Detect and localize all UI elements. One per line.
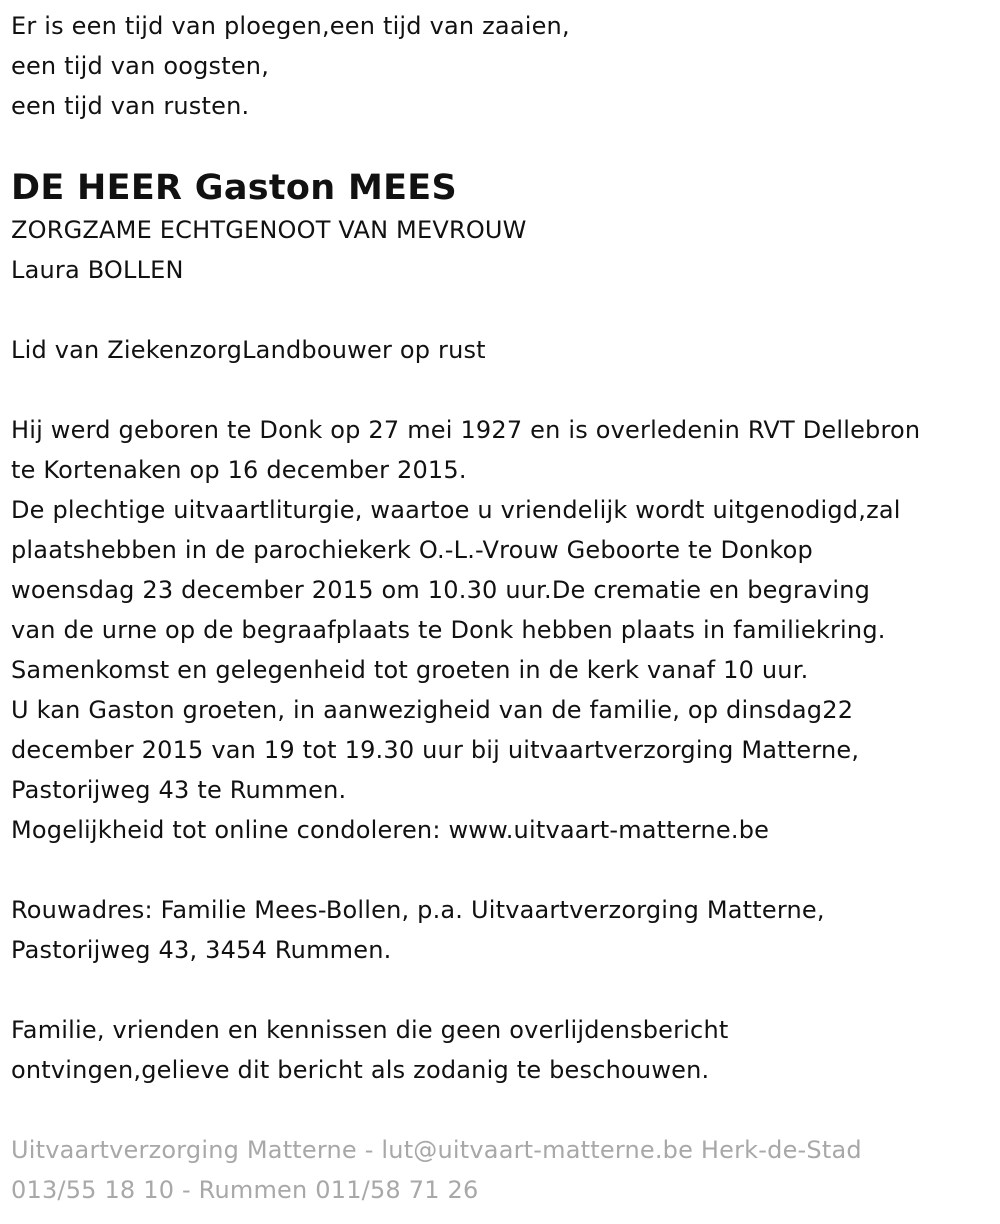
body-line: december 2015 van 19 tot 19.30 uur bij uitvaartverzorging Matterne, [11, 736, 860, 764]
poem-line: een tijd van rusten. [11, 92, 250, 120]
footer-line: Uitvaartverzorging Matterne - lut@uitvaart-matterne.be Herk-de-Stad [11, 1136, 862, 1164]
deceased-name: DE HEER Gaston MEES [11, 168, 458, 208]
notice-line: ontvingen,gelieve dit bericht als zodanig te beschouwen. [11, 1056, 710, 1084]
body-line: Pastorijweg 43 te Rummen. [11, 776, 347, 804]
notice-statement [11, 1010, 1000, 1090]
body-line: van de urne op de begraafplaats te Donk hebben plaats in familiekring. [11, 616, 886, 644]
spouse-name: Laura BOLLEN [11, 256, 184, 284]
address-line: Rouwadres: Familie Mees-Bollen, p.a. Uitvaartverzorging Matterne, [11, 896, 825, 924]
poem [11, 6, 1000, 126]
footer-line: 013/55 18 10 - Rummen 011/58 71 26 [11, 1176, 479, 1204]
body-line: Samenkomst en gelegenheid tot groeten in de kerk vanaf 10 uur. [11, 656, 809, 684]
notice-body [11, 410, 1000, 850]
online-condolence-line: Mogelijkheid tot online condoleren: www.uitvaart-matterne.be [11, 816, 770, 844]
poem-line: een tijd van oogsten, [11, 52, 270, 80]
body-line: woensdag 23 december 2015 om 10.30 uur.De crematie en begraving [11, 576, 871, 604]
funeral-home-footer [11, 1130, 1000, 1210]
address-line: Pastorijweg 43, 3454 Rummen. [11, 936, 392, 964]
body-line: De plechtige uitvaartliturgie, waartoe u vriendelijk wordt uitgenodigd,zal [11, 496, 901, 524]
body-line: plaatshebben in de parochiekerk O.-L.-Vrouw Geboorte te Donkop [11, 536, 813, 564]
poem-line: Er is een tijd van ploegen,een tijd van zaaien, [11, 12, 570, 40]
body-line: te Kortenaken op 16 december 2015. [11, 456, 467, 484]
body-line: U kan Gaston groeten, in aanwezigheid van de familie, op dinsdag22 [11, 696, 854, 724]
mourning-address [11, 890, 1000, 970]
body-line: Hij werd geboren te Donk op 27 mei 1927 en is overledenin RVT Dellebron [11, 416, 921, 444]
membership: Lid van ZiekenzorgLandbouwer op rust [11, 336, 486, 364]
spouse-line: ZORGZAME ECHTGENOOT VAN MEVROUW [11, 216, 527, 244]
notice-line: Familie, vrienden en kennissen die geen overlijdensbericht [11, 1016, 729, 1044]
